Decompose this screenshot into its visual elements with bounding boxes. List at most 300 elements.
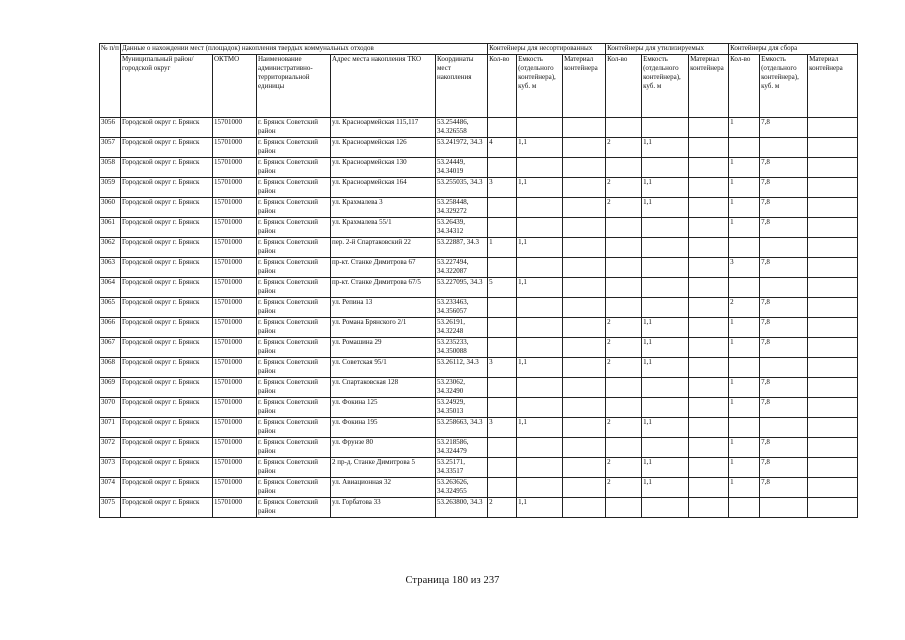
cell-recycle-material: [689, 358, 729, 378]
cell-recycle-capacity: [642, 158, 689, 178]
cell-recycle-qty: [606, 298, 642, 318]
cell-recycle-material: [689, 478, 729, 498]
cell-unsorted-qty: [488, 338, 517, 358]
cell-number: 3070: [100, 398, 121, 418]
cell-collect-capacity: 7,8: [760, 158, 808, 178]
cell-unsorted-material: [563, 278, 606, 298]
cell-number: 3072: [100, 438, 121, 458]
cell-address: ул. Фрунзе 80: [331, 438, 436, 458]
cell-collect-capacity: 7,8: [760, 218, 808, 238]
cell-recycle-material: [689, 278, 729, 298]
cell-collect-qty: 1: [729, 178, 760, 198]
cell-collect-qty: 1: [729, 158, 760, 178]
cell-admin-unit: г. Брянск Советский район: [257, 318, 331, 338]
cell-address: ул. Красноармейская 164: [331, 178, 436, 198]
table-row: [100, 218, 858, 238]
cell-address: ул. Красноармейская 115,117: [331, 118, 436, 138]
cell-oktmo: 15701000: [213, 218, 257, 238]
cell-unsorted-material: [563, 138, 606, 158]
table-body: [100, 118, 858, 518]
cell-collect-material: [808, 398, 858, 418]
cell-admin-unit: г. Брянск Советский район: [257, 358, 331, 378]
cell-number: 3058: [100, 158, 121, 178]
cell-collect-qty: 1: [729, 118, 760, 138]
cell-unsorted-qty: [488, 378, 517, 398]
cell-recycle-capacity: 1,1: [642, 418, 689, 438]
cell-address: ул. Авиационная 32: [331, 478, 436, 498]
cell-unsorted-material: [563, 418, 606, 438]
cell-oktmo: 15701000: [213, 138, 257, 158]
cell-municipal: Городской округ г. Брянск: [121, 458, 213, 478]
cell-address: пер. 2-й Спартаковский 22: [331, 238, 436, 258]
cell-number: 3075: [100, 498, 121, 518]
cell-recycle-material: [689, 398, 729, 418]
cell-collect-capacity: 7,8: [760, 258, 808, 278]
cell-unsorted-material: [563, 258, 606, 278]
cell-recycle-material: [689, 178, 729, 198]
cell-oktmo: 15701000: [213, 358, 257, 378]
cell-admin-unit: г. Брянск Советский район: [257, 118, 331, 138]
cell-coordinates: 53.26112, 34.3: [436, 358, 488, 378]
cell-oktmo: 15701000: [213, 238, 257, 258]
table-row: [100, 438, 858, 458]
cell-coordinates: 53.218586, 34.324479: [436, 438, 488, 458]
cell-unsorted-material: [563, 298, 606, 318]
cell-coordinates: 53.227494, 34.322087: [436, 258, 488, 278]
cell-oktmo: 15701000: [213, 478, 257, 498]
cell-number: 3069: [100, 378, 121, 398]
cell-number: 3061: [100, 218, 121, 238]
cell-collect-qty: 1: [729, 398, 760, 418]
cell-recycle-material: [689, 138, 729, 158]
cell-address: ул. Репина 13: [331, 298, 436, 318]
table-row: [100, 458, 858, 478]
cell-oktmo: 15701000: [213, 158, 257, 178]
cell-admin-unit: г. Брянск Советский район: [257, 218, 331, 238]
cell-unsorted-capacity: 1,1: [517, 498, 563, 518]
cell-recycle-material: [689, 238, 729, 258]
cell-address: ул. Фокина 195: [331, 418, 436, 438]
cell-unsorted-qty: 3: [488, 178, 517, 198]
cell-unsorted-material: [563, 218, 606, 238]
cell-coordinates: 53.24449, 34.34019: [436, 158, 488, 178]
cell-collect-material: [808, 118, 858, 138]
cell-coordinates: 53.263626, 34.324955: [436, 478, 488, 498]
table-row: [100, 138, 858, 158]
table-row: [100, 398, 858, 418]
cell-unsorted-capacity: 1,1: [517, 278, 563, 298]
cell-municipal: Городской округ г. Брянск: [121, 198, 213, 218]
cell-unsorted-qty: [488, 298, 517, 318]
cell-unsorted-capacity: [517, 458, 563, 478]
cell-unsorted-material: [563, 478, 606, 498]
table-row: [100, 378, 858, 398]
header-group-waste: Данные о нахождении мест (площадок) накопления твердых коммунальных отходов: [121, 44, 488, 55]
cell-recycle-capacity: 1,1: [642, 358, 689, 378]
cell-unsorted-capacity: [517, 158, 563, 178]
cell-unsorted-material: [563, 158, 606, 178]
cell-collect-material: [808, 178, 858, 198]
cell-municipal: Городской округ г. Брянск: [121, 158, 213, 178]
cell-unsorted-qty: 5: [488, 278, 517, 298]
cell-recycle-qty: [606, 498, 642, 518]
cell-address: ул. Крахмалева 3: [331, 198, 436, 218]
header-coordinates: Координаты мест накопления: [436, 55, 488, 118]
cell-unsorted-material: [563, 118, 606, 138]
cell-number: 3056: [100, 118, 121, 138]
cell-recycle-material: [689, 498, 729, 518]
cell-recycle-qty: 2: [606, 178, 642, 198]
table-row: [100, 198, 858, 218]
cell-collect-material: [808, 158, 858, 178]
header-unsorted-material: Материал контейнера: [563, 55, 606, 118]
cell-address: ул. Ромашина 29: [331, 338, 436, 358]
cell-collect-material: [808, 238, 858, 258]
cell-coordinates: 53.25171, 34.33517: [436, 458, 488, 478]
cell-coordinates: 53.241972, 34.3: [436, 138, 488, 158]
header-row-groups: [100, 44, 858, 55]
cell-unsorted-capacity: [517, 218, 563, 238]
waste-sites-table: [99, 43, 858, 518]
cell-collect-qty: 1: [729, 378, 760, 398]
table-row: [100, 338, 858, 358]
table-row: [100, 178, 858, 198]
cell-collect-material: [808, 138, 858, 158]
header-num: № п/п: [100, 44, 121, 118]
cell-recycle-qty: 2: [606, 138, 642, 158]
cell-collect-qty: [729, 278, 760, 298]
cell-number: 3067: [100, 338, 121, 358]
cell-unsorted-material: [563, 498, 606, 518]
cell-unsorted-qty: [488, 258, 517, 278]
cell-oktmo: 15701000: [213, 338, 257, 358]
cell-recycle-qty: 2: [606, 418, 642, 438]
cell-unsorted-qty: 1: [488, 238, 517, 258]
cell-address: 2 пр-д. Станке Димитрова 5: [331, 458, 436, 478]
cell-recycle-qty: [606, 438, 642, 458]
registry-page: [99, 43, 857, 518]
cell-oktmo: 15701000: [213, 418, 257, 438]
cell-address: пр-кт. Станке Димитрова 67: [331, 258, 436, 278]
cell-coordinates: 53.22887, 34.3: [436, 238, 488, 258]
cell-municipal: Городской округ г. Брянск: [121, 118, 213, 138]
cell-unsorted-qty: [488, 118, 517, 138]
cell-unsorted-capacity: [517, 338, 563, 358]
cell-admin-unit: г. Брянск Советский район: [257, 298, 331, 318]
cell-collect-qty: 1: [729, 318, 760, 338]
cell-oktmo: 15701000: [213, 298, 257, 318]
cell-number: 3065: [100, 298, 121, 318]
cell-collect-material: [808, 258, 858, 278]
cell-unsorted-qty: 4: [488, 138, 517, 158]
cell-collect-material: [808, 318, 858, 338]
cell-recycle-qty: [606, 158, 642, 178]
cell-recycle-qty: [606, 378, 642, 398]
cell-collect-capacity: 7,8: [760, 378, 808, 398]
cell-address: ул. Горбатова 33: [331, 498, 436, 518]
cell-recycle-capacity: [642, 398, 689, 418]
cell-unsorted-capacity: [517, 478, 563, 498]
cell-number: 3057: [100, 138, 121, 158]
cell-collect-qty: [729, 138, 760, 158]
cell-unsorted-capacity: [517, 318, 563, 338]
table-row: [100, 238, 858, 258]
cell-municipal: Городской округ г. Брянск: [121, 218, 213, 238]
cell-collect-material: [808, 338, 858, 358]
header-group-recycle: Контейнеры для утилизируемых: [606, 44, 729, 55]
cell-collect-material: [808, 298, 858, 318]
cell-collect-qty: 1: [729, 218, 760, 238]
header-row-columns: [100, 55, 858, 118]
table-row: [100, 158, 858, 178]
cell-coordinates: 53.254486, 34.326558: [436, 118, 488, 138]
cell-collect-qty: 1: [729, 478, 760, 498]
cell-address: ул. Советская 95/1: [331, 358, 436, 378]
cell-recycle-capacity: 1,1: [642, 198, 689, 218]
table-row: [100, 318, 858, 338]
cell-address: ул. Романа Брянского 2/1: [331, 318, 436, 338]
cell-number: 3074: [100, 478, 121, 498]
cell-collect-capacity: [760, 498, 808, 518]
cell-municipal: Городской округ г. Брянск: [121, 298, 213, 318]
cell-admin-unit: г. Брянск Советский район: [257, 138, 331, 158]
cell-unsorted-qty: [488, 438, 517, 458]
cell-address: ул. Крахмалева 55/1: [331, 218, 436, 238]
cell-collect-qty: 1: [729, 338, 760, 358]
cell-admin-unit: г. Брянск Советский район: [257, 338, 331, 358]
cell-collect-capacity: [760, 418, 808, 438]
cell-unsorted-capacity: 1,1: [517, 418, 563, 438]
cell-unsorted-qty: [488, 318, 517, 338]
cell-unsorted-qty: 2: [488, 498, 517, 518]
cell-collect-capacity: 7,8: [760, 198, 808, 218]
cell-unsorted-qty: [488, 478, 517, 498]
cell-recycle-material: [689, 438, 729, 458]
cell-oktmo: 15701000: [213, 178, 257, 198]
header-unsorted-qty: Кол-во: [488, 55, 517, 118]
header-address: Адрес места накопления ТКО: [331, 55, 436, 118]
cell-number: 3060: [100, 198, 121, 218]
cell-recycle-capacity: 1,1: [642, 478, 689, 498]
cell-recycle-material: [689, 198, 729, 218]
cell-collect-qty: [729, 498, 760, 518]
cell-recycle-material: [689, 318, 729, 338]
cell-municipal: Городской округ г. Брянск: [121, 418, 213, 438]
cell-collect-qty: [729, 358, 760, 378]
cell-collect-material: [808, 198, 858, 218]
cell-collect-material: [808, 418, 858, 438]
cell-unsorted-capacity: [517, 438, 563, 458]
cell-recycle-capacity: 1,1: [642, 138, 689, 158]
cell-recycle-capacity: [642, 238, 689, 258]
cell-oktmo: 15701000: [213, 278, 257, 298]
cell-collect-material: [808, 218, 858, 238]
cell-collect-capacity: [760, 358, 808, 378]
cell-recycle-capacity: 1,1: [642, 338, 689, 358]
cell-recycle-material: [689, 158, 729, 178]
cell-unsorted-capacity: 1,1: [517, 178, 563, 198]
cell-coordinates: 53.227095, 34.3: [436, 278, 488, 298]
cell-municipal: Городской округ г. Брянск: [121, 278, 213, 298]
cell-recycle-qty: [606, 398, 642, 418]
cell-recycle-material: [689, 378, 729, 398]
cell-number: 3073: [100, 458, 121, 478]
cell-admin-unit: г. Брянск Советский район: [257, 278, 331, 298]
header-unsorted-capacity: Емкость (отдельного контейнера), куб. м: [517, 55, 563, 118]
cell-unsorted-capacity: [517, 378, 563, 398]
cell-municipal: Городской округ г. Брянск: [121, 338, 213, 358]
cell-recycle-capacity: 1,1: [642, 318, 689, 338]
cell-admin-unit: г. Брянск Советский район: [257, 398, 331, 418]
cell-collect-qty: 1: [729, 458, 760, 478]
cell-municipal: Городской округ г. Брянск: [121, 478, 213, 498]
cell-collect-qty: [729, 238, 760, 258]
cell-unsorted-qty: 3: [488, 358, 517, 378]
cell-unsorted-material: [563, 318, 606, 338]
cell-recycle-qty: 2: [606, 458, 642, 478]
cell-unsorted-material: [563, 358, 606, 378]
cell-recycle-material: [689, 218, 729, 238]
header-recycle-capacity: Емкость (отдельного контейнера), куб. м: [642, 55, 689, 118]
cell-unsorted-qty: 3: [488, 418, 517, 438]
cell-admin-unit: г. Брянск Советский район: [257, 378, 331, 398]
cell-admin-unit: г. Брянск Советский район: [257, 498, 331, 518]
cell-recycle-capacity: [642, 218, 689, 238]
cell-unsorted-qty: [488, 398, 517, 418]
header-admin-unit: Наименование административно-территориальной единицы: [257, 55, 331, 118]
table-row: [100, 418, 858, 438]
table-row: [100, 358, 858, 378]
cell-oktmo: 15701000: [213, 318, 257, 338]
cell-address: пр-кт. Станке Димитрова 67/5: [331, 278, 436, 298]
cell-collect-material: [808, 478, 858, 498]
cell-admin-unit: г. Брянск Советский район: [257, 458, 331, 478]
cell-collect-capacity: 7,8: [760, 398, 808, 418]
cell-recycle-qty: [606, 118, 642, 138]
cell-recycle-capacity: [642, 378, 689, 398]
header-group-collect: Контейнеры для сбора: [729, 44, 858, 55]
cell-recycle-qty: 2: [606, 318, 642, 338]
cell-collect-material: [808, 458, 858, 478]
cell-unsorted-qty: [488, 218, 517, 238]
cell-unsorted-material: [563, 178, 606, 198]
cell-recycle-capacity: [642, 298, 689, 318]
cell-unsorted-capacity: 1,1: [517, 138, 563, 158]
cell-recycle-capacity: [642, 118, 689, 138]
cell-collect-material: [808, 498, 858, 518]
cell-unsorted-capacity: [517, 258, 563, 278]
page-number: Страница 180 из 237: [405, 575, 500, 586]
cell-recycle-qty: 2: [606, 198, 642, 218]
cell-unsorted-material: [563, 438, 606, 458]
cell-unsorted-material: [563, 338, 606, 358]
cell-coordinates: 53.26439, 34.34312: [436, 218, 488, 238]
cell-recycle-material: [689, 458, 729, 478]
table-row: [100, 258, 858, 278]
cell-admin-unit: г. Брянск Советский район: [257, 418, 331, 438]
cell-coordinates: 53.26191, 34.32248: [436, 318, 488, 338]
cell-collect-qty: 2: [729, 298, 760, 318]
cell-oktmo: 15701000: [213, 258, 257, 278]
cell-municipal: Городской округ г. Брянск: [121, 258, 213, 278]
cell-oktmo: 15701000: [213, 118, 257, 138]
cell-unsorted-capacity: [517, 398, 563, 418]
cell-municipal: Городской округ г. Брянск: [121, 358, 213, 378]
cell-unsorted-capacity: [517, 198, 563, 218]
cell-collect-capacity: 7,8: [760, 178, 808, 198]
cell-coordinates: 53.258663, 34.3: [436, 418, 488, 438]
cell-coordinates: 53.235233, 34.350088: [436, 338, 488, 358]
cell-coordinates: 53.233463, 34.356057: [436, 298, 488, 318]
cell-collect-capacity: 7,8: [760, 458, 808, 478]
cell-collect-qty: 3: [729, 258, 760, 278]
cell-collect-capacity: 7,8: [760, 298, 808, 318]
cell-recycle-capacity: [642, 438, 689, 458]
cell-collect-capacity: [760, 138, 808, 158]
cell-collect-capacity: 7,8: [760, 478, 808, 498]
cell-recycle-qty: [606, 218, 642, 238]
cell-collect-capacity: 7,8: [760, 438, 808, 458]
cell-coordinates: 53.255035, 34.3: [436, 178, 488, 198]
cell-unsorted-qty: [488, 158, 517, 178]
cell-coordinates: 53.24929, 34.35013: [436, 398, 488, 418]
cell-oktmo: 15701000: [213, 458, 257, 478]
cell-collect-capacity: [760, 238, 808, 258]
cell-unsorted-capacity: 1,1: [517, 358, 563, 378]
cell-address: ул. Красноармейская 126: [331, 138, 436, 158]
cell-address: ул. Спартаковская 128: [331, 378, 436, 398]
cell-municipal: Городской округ г. Брянск: [121, 378, 213, 398]
cell-unsorted-capacity: 1,1: [517, 238, 563, 258]
cell-collect-material: [808, 438, 858, 458]
cell-recycle-material: [689, 258, 729, 278]
cell-collect-capacity: 7,8: [760, 318, 808, 338]
cell-collect-material: [808, 378, 858, 398]
cell-collect-capacity: [760, 278, 808, 298]
cell-municipal: Городской округ г. Брянск: [121, 398, 213, 418]
cell-unsorted-material: [563, 238, 606, 258]
header-collect-capacity: Емкость (отдельного контейнера), куб. м: [760, 55, 808, 118]
table-row: [100, 118, 858, 138]
cell-unsorted-qty: [488, 198, 517, 218]
cell-oktmo: 15701000: [213, 198, 257, 218]
header-collect-qty: Кол-во: [729, 55, 760, 118]
cell-coordinates: 53.263800, 34.3: [436, 498, 488, 518]
cell-recycle-material: [689, 338, 729, 358]
header-oktmo: ОКТМО: [213, 55, 257, 118]
cell-admin-unit: г. Брянск Советский район: [257, 478, 331, 498]
cell-recycle-capacity: [642, 258, 689, 278]
table-row: [100, 498, 858, 518]
cell-recycle-qty: [606, 258, 642, 278]
cell-oktmo: 15701000: [213, 498, 257, 518]
cell-oktmo: 15701000: [213, 438, 257, 458]
cell-collect-capacity: 7,8: [760, 338, 808, 358]
cell-coordinates: 53.258448, 34.329272: [436, 198, 488, 218]
cell-number: 3062: [100, 238, 121, 258]
cell-number: 3068: [100, 358, 121, 378]
table-row: [100, 278, 858, 298]
cell-admin-unit: г. Брянск Советский район: [257, 258, 331, 278]
cell-collect-qty: 1: [729, 438, 760, 458]
cell-number: 3059: [100, 178, 121, 198]
cell-admin-unit: г. Брянск Советский район: [257, 178, 331, 198]
cell-recycle-qty: 2: [606, 478, 642, 498]
cell-number: 3071: [100, 418, 121, 438]
cell-recycle-material: [689, 298, 729, 318]
cell-collect-qty: [729, 418, 760, 438]
header-municipal: Муниципальный район/городской округ: [121, 55, 213, 118]
